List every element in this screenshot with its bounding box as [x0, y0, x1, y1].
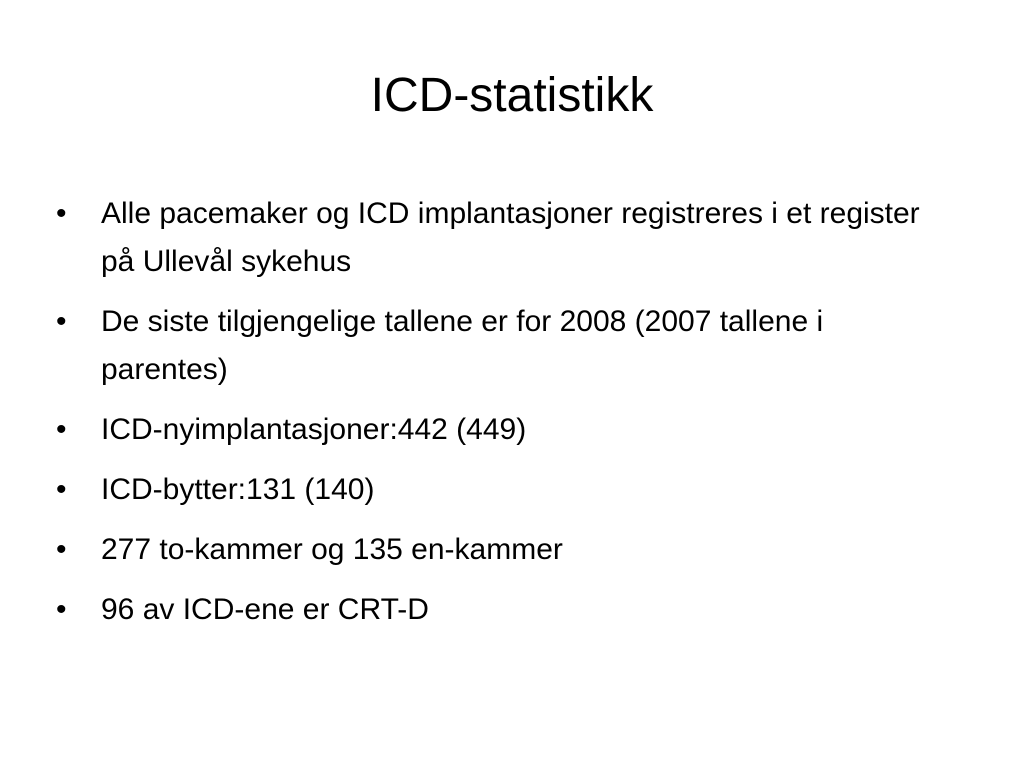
bullet-list — [56, 190, 956, 646]
bullet-icon: • — [56, 197, 67, 230]
bullet-icon: • — [56, 413, 67, 446]
bullet-item — [56, 298, 956, 394]
bullet-icon: • — [56, 473, 67, 506]
bullet-text: ICD-bytter:131 (140) — [101, 473, 375, 506]
slide-title: ICD-statistikk — [370, 69, 654, 122]
bullet-item — [56, 406, 956, 454]
bullet-text: De siste tilgjengelige tallene er for 2008 (2007 tallene i parentes) — [101, 305, 824, 386]
bullet-icon: • — [56, 593, 67, 626]
bullet-icon: • — [56, 533, 67, 566]
bullet-text: Alle pacemaker og ICD implantasjoner registreres i et register på Ullevål sykehus — [101, 197, 920, 278]
bullet-item — [56, 526, 956, 574]
bullet-text: 277 to-kammer og 135 en-kammer — [101, 533, 563, 566]
bullet-item — [56, 586, 956, 634]
bullet-text: ICD-nyimplantasjoner:442 (449) — [101, 413, 527, 446]
bullet-item — [56, 466, 956, 514]
bullet-item — [56, 190, 956, 286]
bullet-text: 96 av ICD-ene er CRT-D — [101, 593, 429, 626]
bullet-icon: • — [56, 305, 67, 338]
